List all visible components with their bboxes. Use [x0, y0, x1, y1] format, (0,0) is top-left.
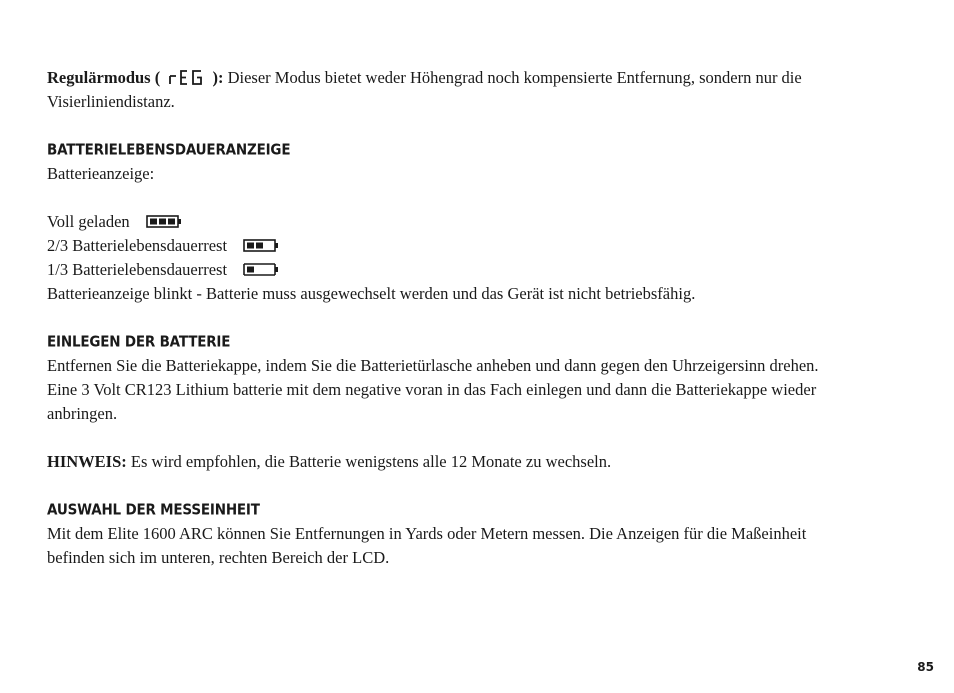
battery-blink-note: Batterieanzeige blinkt - Batterie muss ausgewechselt werden und das Gerät ist nicht betriebsfähig. — [47, 284, 696, 303]
regular-mode-text: Dieser Modus bietet weder Höhengrad noch kompensierte Entfernung, sondern nur die — [223, 68, 802, 87]
manual-page — [47, 66, 917, 570]
unit-heading: AUSWAHL DER MESSEINHEIT — [47, 501, 260, 519]
regular-mode-paragraph — [47, 66, 917, 114]
battery-intro: Batterieanzeige: — [47, 164, 155, 183]
install-line-3: anbringen. — [47, 404, 118, 423]
battery-one-third-icon — [243, 263, 279, 276]
battery-full-icon — [146, 215, 182, 228]
battery-level-one-third — [47, 258, 917, 282]
battery-level-label: Voll geladen — [47, 212, 130, 231]
note-label: HINWEIS: — [47, 452, 127, 471]
install-line-2: Eine 3 Volt CR123 Lithium batterie mit dem negative voran in das Fach einlegen und dann die Batteriekappe wieder — [47, 380, 817, 399]
unit-line-1: Mit dem Elite 1600 ARC können Sie Entfernungen in Yards oder Metern messen. Die Anzeigen für die Maßeinheit — [47, 524, 807, 543]
note-text: Es wird empfohlen, die Batterie wenigstens alle 12 Monate zu wechseln. — [126, 452, 612, 471]
regular-mode-label: Regulärmodus ( — [47, 68, 161, 87]
battery-level-two-thirds — [47, 234, 917, 258]
note-paragraph — [47, 450, 917, 474]
install-line-1: Entfernen Sie die Batteriekappe, indem Sie die Batterietürlasche anheben und dann gegen den Uhrzeigersinn drehen. — [47, 356, 819, 375]
battery-heading: BATTERIELEBENSDAUERANZEIGE — [47, 141, 291, 159]
lcd-reg-icon — [168, 70, 204, 85]
battery-level-label: 1/3 Batterielebensdauerrest — [47, 260, 228, 279]
install-heading: EINLEGEN DER BATTERIE — [47, 333, 231, 351]
battery-level-full — [47, 210, 917, 234]
unit-line-2: befinden sich im unteren, rechten Bereich der LCD. — [47, 548, 390, 567]
battery-two-thirds-icon — [243, 239, 279, 252]
page-number: 85 — [917, 660, 934, 674]
battery-level-label: 2/3 Batterielebensdauerrest — [47, 236, 228, 255]
regular-mode-text-2: Visierliniendistanz. — [47, 92, 175, 111]
regular-mode-close: ): — [212, 68, 224, 87]
